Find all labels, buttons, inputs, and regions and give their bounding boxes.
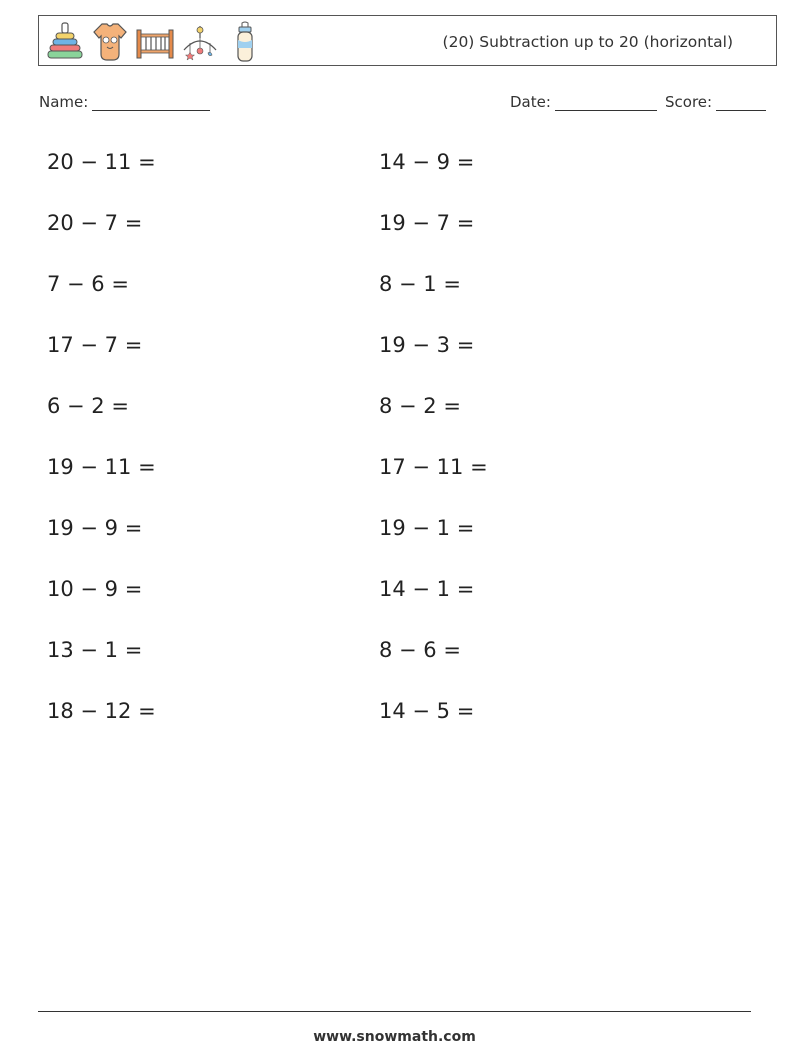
worksheet-header: [38, 15, 777, 66]
baby-onesie-icon: [90, 20, 130, 64]
problem-right-3: 8 − 1 =: [379, 272, 461, 296]
problem-right-4: 19 − 3 =: [379, 333, 475, 357]
date-label: Date:: [510, 93, 551, 111]
problem-left-8: 10 − 9 =: [47, 577, 143, 601]
problem-left-2: 20 − 7 =: [47, 211, 143, 235]
baby-bottle-icon: [225, 20, 265, 64]
score-label: Score:: [665, 93, 713, 111]
header-icons: [45, 20, 270, 64]
problem-right-10: 14 − 5 =: [379, 699, 475, 723]
problem-left-7: 19 − 9 =: [47, 516, 143, 540]
crib-icon: [135, 20, 175, 64]
name-field: [39, 93, 210, 111]
baby-mobile-icon: [180, 20, 220, 64]
problem-left-1: 20 − 11 =: [47, 150, 156, 174]
problem-right-8: 14 − 1 =: [379, 577, 475, 601]
name-label: Name:: [39, 93, 89, 111]
problem-left-6: 19 − 11 =: [47, 455, 156, 479]
problem-left-3: 7 − 6 =: [47, 272, 129, 296]
problem-right-9: 8 − 6 =: [379, 638, 461, 662]
student-info-row: [39, 93, 771, 115]
footer-website: www.snowmath.com: [313, 1029, 476, 1045]
date-field: [510, 93, 657, 111]
date-blank-line: [555, 93, 657, 111]
ring-stacker-toy-icon: [45, 20, 85, 64]
problem-right-5: 8 − 2 =: [379, 394, 461, 418]
problem-right-1: 14 − 9 =: [379, 150, 475, 174]
problem-right-2: 19 − 7 =: [379, 211, 475, 235]
worksheet-title: (20) Subtraction up to 20 (horizontal): [442, 33, 733, 51]
problem-right-6: 17 − 11 =: [379, 455, 488, 479]
problem-left-10: 18 − 12 =: [47, 699, 156, 723]
score-blank-line: [716, 93, 766, 111]
problem-right-7: 19 − 1 =: [379, 516, 475, 540]
problem-left-4: 17 − 7 =: [47, 333, 143, 357]
name-blank-line: [92, 93, 210, 111]
problem-left-9: 13 − 1 =: [47, 638, 143, 662]
problem-left-5: 6 − 2 =: [47, 394, 129, 418]
score-field: [665, 93, 766, 111]
footer-divider: [38, 1011, 751, 1012]
